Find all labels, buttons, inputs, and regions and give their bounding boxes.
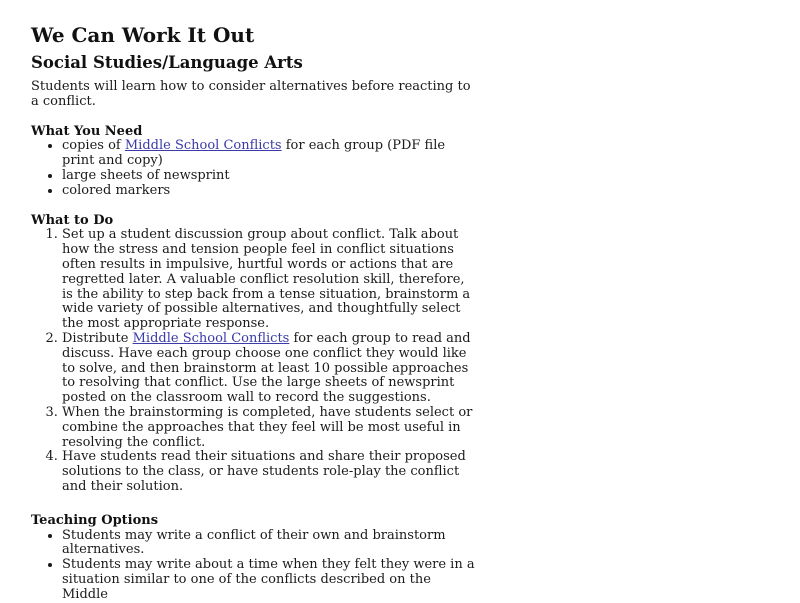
step-item: 1. Set up a student discussion group about conflict. Talk about how the stress and tension people feel in conflict situations often results in impulsive, hurtful words or actions that are regretted later. A valuable conflict resolution skill, therefore, is the ability to step back from a tense situation, brainstorm a wide variety of possible alternatives, and thoughtfully select the most appropriate response.: [62, 228, 476, 332]
step-item: 3. When the brainstorming is completed, have students select or combine the approaches that they feel will be most useful in resolving the conflict.: [62, 406, 476, 450]
step-item: [62, 332, 476, 406]
step-text: Distribute: [62, 330, 133, 346]
step-text: for each group to read and discuss. Have each group choose one conflict they would like to solve, and then brainstorm at least 10 possible approaches to resolving that conflict. Use the large sheets of newsprint posted on the classroom wall to record the suggestions.: [62, 330, 471, 406]
what-to-do-list: [31, 228, 476, 494]
middle-school-conflicts-link[interactable]: Middle School Conflicts: [124, 138, 282, 154]
page-title: We Can Work It Out: [31, 23, 255, 47]
list-item: • Students may write about a time when they felt they were in a situation similar to one of the conflicts described on the Middle: [62, 558, 476, 602]
lesson-page: [31, 22, 476, 603]
what-you-need-list: [31, 139, 476, 198]
list-item: [62, 139, 476, 169]
what-you-need-heading: What You Need: [31, 123, 143, 139]
item-text: copies of: [62, 138, 125, 154]
what-to-do-heading: What to Do: [31, 212, 114, 228]
middle-school-conflicts-link[interactable]: Middle School Conflicts: [132, 330, 290, 346]
intro-text: Students will learn how to consider alternatives before reacting to a conflict.: [31, 79, 471, 109]
list-item: • colored markers: [62, 184, 476, 199]
page-subtitle: Social Studies/Language Arts: [31, 53, 303, 72]
teaching-options-list: [31, 529, 476, 603]
list-item: • Students may write a conflict of their own and brainstorm alternatives.: [62, 529, 476, 559]
list-item: • large sheets of newsprint: [62, 169, 476, 184]
teaching-options-heading: Teaching Options: [31, 512, 159, 528]
step-item: 4. Have students read their situations and share their proposed solutions to the class, or have students role-play the conflict and their solution.: [62, 450, 476, 494]
item-text: for each group (PDF file print and copy): [62, 138, 446, 169]
